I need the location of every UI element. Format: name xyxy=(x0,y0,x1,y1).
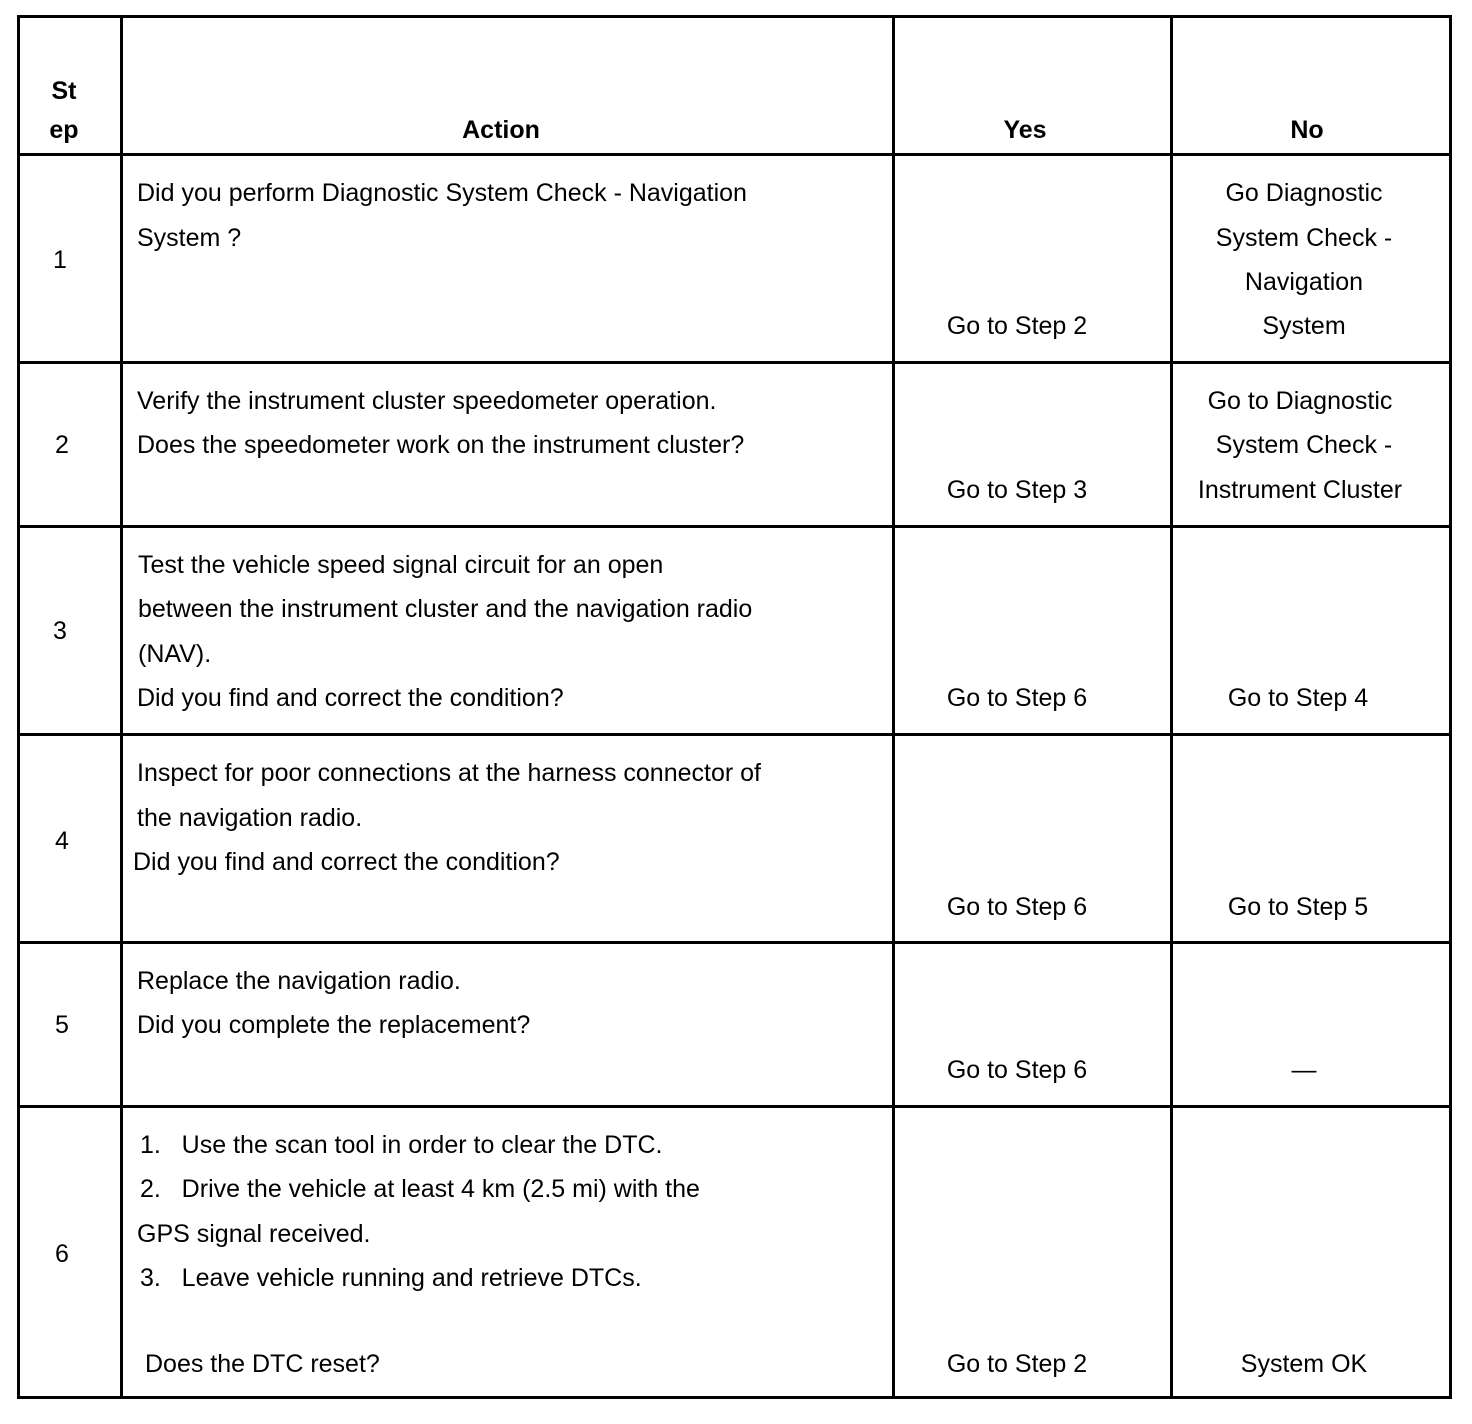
no-outcome-line: System xyxy=(1262,312,1346,340)
action-line: Did you complete the replacement? xyxy=(137,1011,531,1039)
yes-outcome: Go to Step 6 xyxy=(946,684,1088,712)
action-line: Did you perform Diagnostic System Check - Navigation xyxy=(137,179,747,207)
header-no: No xyxy=(1290,116,1324,144)
step-number: 5 xyxy=(55,1011,69,1039)
action-line: Test the vehicle speed signal circuit for an open xyxy=(138,551,664,579)
diagnostic-table xyxy=(17,15,1452,1399)
yes-outcome: Go to Step 3 xyxy=(946,476,1088,504)
header-action: Action xyxy=(462,116,540,144)
header-yes: Yes xyxy=(1003,116,1047,144)
no-outcome-line: Go Diagnostic xyxy=(1225,179,1383,207)
no-outcome-line: Navigation xyxy=(1244,268,1364,296)
step-number: 3 xyxy=(53,617,67,645)
step-number: 6 xyxy=(55,1240,69,1268)
column-divider xyxy=(120,18,123,1396)
no-outcome-line: Go to Diagnostic xyxy=(1207,387,1393,415)
action-line: Replace the navigation radio. xyxy=(137,967,461,995)
action-line: Did you find and correct the condition? xyxy=(133,848,560,876)
no-outcome-line: System Check - xyxy=(1215,431,1393,459)
action-line: Does the speedometer work on the instrument cluster? xyxy=(137,431,745,459)
action-line: (NAV). xyxy=(138,640,212,668)
row-divider xyxy=(20,525,1449,528)
yes-outcome: Go to Step 2 xyxy=(946,1350,1088,1378)
action-line: Did you find and correct the condition? xyxy=(137,684,564,712)
step-number: 2 xyxy=(55,431,69,459)
yes-outcome: Go to Step 6 xyxy=(946,893,1088,921)
yes-outcome: Go to Step 6 xyxy=(946,1056,1088,1084)
action-line: 1. Use the scan tool in order to clear the DTC. xyxy=(140,1131,663,1159)
action-line: Inspect for poor connections at the harness connector of xyxy=(137,759,761,787)
row-divider xyxy=(20,733,1449,736)
no-outcome-line: System OK xyxy=(1240,1350,1368,1378)
no-outcome-line: Instrument Cluster xyxy=(1197,476,1403,504)
no-outcome-line: System Check - xyxy=(1215,224,1393,252)
row-divider xyxy=(20,361,1449,364)
step-number: 4 xyxy=(55,827,69,855)
action-line: 2. Drive the vehicle at least 4 km (2.5 mi) with the xyxy=(140,1175,700,1203)
action-line: System ? xyxy=(137,224,242,252)
row-divider xyxy=(20,153,1449,156)
action-line: between the instrument cluster and the navigation radio xyxy=(138,595,753,623)
action-line: 3. Leave vehicle running and retrieve DTCs. xyxy=(140,1264,642,1292)
yes-outcome: Go to Step 2 xyxy=(946,312,1088,340)
header-step-line2: ep xyxy=(49,116,79,144)
no-outcome-line: Go to Step 4 xyxy=(1227,684,1369,712)
step-number: 1 xyxy=(53,246,67,274)
no-outcome-line: — xyxy=(1291,1056,1317,1084)
header-step-line1: St xyxy=(51,77,77,105)
no-outcome-line: Go to Step 5 xyxy=(1227,893,1369,921)
row-divider xyxy=(20,941,1449,944)
action-line: GPS signal received. xyxy=(137,1220,371,1248)
row-divider xyxy=(20,1105,1449,1108)
action-line: Does the DTC reset? xyxy=(145,1350,380,1378)
action-line: Verify the instrument cluster speedometer operation. xyxy=(137,387,717,415)
action-line: the navigation radio. xyxy=(137,804,363,832)
